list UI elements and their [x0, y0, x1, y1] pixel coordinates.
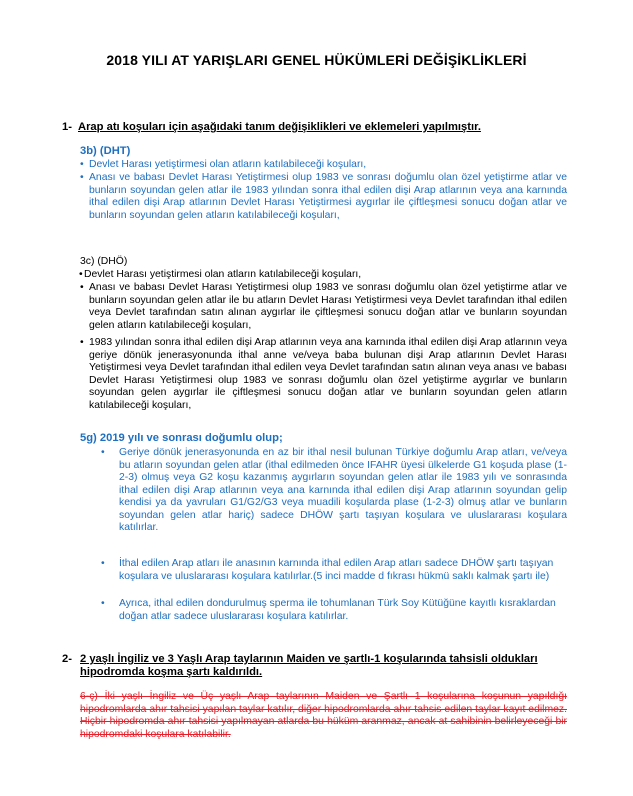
section-2-heading-text: 2 yaşlı İngiliz ve 3 Yaşlı Arap taylarının Maiden ve şartlı-1 koşularında tahsisli oldukları hipodromda koşma şartı kaldırıldı. — [80, 653, 538, 678]
dho-item-1-text: Devlet Harası yetiştirmesi olan atların katılabileceği koşuları, — [84, 269, 362, 280]
dht-item-2-text: Anası ve babası Devlet Harası Yetiştirmesi olup 1983 ve sonrası doğumlu olan özel yetiştirme atlar ve bunların soyundan gelen atlar ile 1983 yılından sonra ithal edilen dişi Arap atlarının veya ana karnında ithal edilen dişi Arap atlarının Devlet Harası Yetiştirmesi aygırlar ile çiftleşmesi sonucu doğan atlar ve bunların soyundan gelen atların katılabileceği koşuları, — [89, 172, 567, 221]
section-2-number: 2- — [62, 653, 72, 665]
g5-item-3: • Ayrıca, ithal edilen dondurulmuş sperma ile tohumlanan Türk Soy Kütüğüne kayıtlı kısraklardan doğan atlar sadece uluslararası koşulara katılırlar. — [101, 598, 556, 622]
section-1-heading — [62, 121, 481, 133]
dht-item-1-text: Devlet Harası yetiştirmesi olan atların katılabileceği koşuları, — [89, 159, 367, 170]
dho-item-2-text: Anası ve babası Devlet Harası Yetiştirmesi olup 1983 ve sonrası doğumlu olan özel yetiştirme atlar ve bunların soyundan gelen atlar ile bu atların Devlet Harası Yetiştirmesi veya Devlet tarafından ithal edilen veya Devlet tarafından satın alınan aygırlar ile çiftleşmesi sonucu doğan atlar ve bunların soyundan gelen atların katılabileceği koşuları, — [89, 282, 567, 331]
g5-item-1-text: Geriye dönük jenerasyonunda en az bir ithal nesil bulunan Türkiye doğumlu Arap atları, ve/veya bu atların soyundan gelen atlar (ithal edilmeden önce IFAHR üyesi ülkelerde G1 koşuda plase (1-2-3) olmuş veya G2 koşu kazanmış aygırların soyundan gelen atlar ile 1983 yılı ve sonrasında ithal edilen dişi Arap atlarının veya ana karnında ithal edilen dişi Arap atlarının soyundan gelip kendisi ya da yavruları G1/G2/G3 veya muadili koşularda plase (1-2-3) olmuş atlar ve bunların soyundan gelen atlar hariç) sadece DHÖW şartı taşıyan koşulara ve uluslararası koşulara katılırlar. — [119, 447, 567, 533]
section-1-heading-text: Arap atı koşuları için aşağıdaki tanım değişiklikleri ve eklemeleri yapılmıştır. — [78, 121, 481, 133]
g5-item-2-text: İthal edilen Arap atları ile anasının karnında ithal edilen Arap atları sadece DHÖW şartı taşıyan koşulara ve uluslararası koşulara katılırlar.(5 inci madde d fıkrası hükmü saklı kalmak şartı ile) — [119, 558, 554, 582]
dho-item-3: • 1983 yılından sonra ithal edilen dişi Arap atlarının veya ana karnında ithal edilen dişi Arap atlarının veya geriye dönük jenerasyonunda ithal anne ve/veya baba bulunan dişi Arap atlarının Devlet Harası Yetiştirmesi veya Devlet tarafından ithal edilen veya Devlet tarafından satın alınan veya anası ve babası Devlet Harası Yetiştirmesi olup 1983 ve sonrası doğumlu olan özel yetiştirme aygırlar ve bunların soyundan gelen aygırlar ile çiftleşmesi sonucu doğan atlar ve bunların soyundan gelen atların katılabileceği koşuları, — [80, 337, 567, 411]
dho-label: 3c) (DHÖ) — [80, 256, 128, 267]
dho-item-1: • Devlet Harası yetiştirmesi olan atların katılabileceği koşuları, — [79, 269, 362, 280]
g5-item-2: • İthal edilen Arap atları ile anasının karnında ithal edilen Arap atları sadece DHÖW şartı taşıyan koşulara ve uluslararası koşulara katılırlar.(5 inci madde d fıkrası hükmü saklı kalmak şartı ile) — [101, 558, 554, 582]
document-title: 2018 YILI AT YARIŞLARI GENEL HÜKÜMLERİ DEĞİŞİKLİKLERİ — [106, 52, 527, 68]
dho-item-2: • Anası ve babası Devlet Harası Yetiştirmesi olup 1983 ve sonrası doğumlu olan özel yetiştirme atlar ve bunların soyundan gelen atlar ile bu atların Devlet Harası Yetiştirmesi veya Devlet tarafından ithal edilen veya Devlet tarafından satın alınan aygırlar ile çiftleşmesi sonucu doğan atlar ve bunların soyundan gelen atların katılabileceği koşuları, — [80, 282, 567, 331]
g5-item-3-text: Ayrıca, ithal edilen dondurulmuş sperma ile tohumlanan Türk Soy Kütüğüne kayıtlı kısraklardan doğan atlar sadece uluslararası koşulara katılırlar. — [119, 598, 556, 622]
dho-item-3-text: 1983 yılından sonra ithal edilen dişi Arap atlarının veya ana karnında ithal edilen dişi Arap atlarının veya geriye dönük jenerasyonunda ithal anne ve/veya baba bulunan dişi Arap atlarının Devlet Harası Yetiştirmesi veya Devlet tarafından ithal edilen veya Devlet tarafından satın alınan veya anası ve babası Devlet Harası Yetiştirmesi olup 1983 ve sonrası doğumlu olan özel yetiştirme aygırlar ve bunların soyundan gelen aygırlar ile çiftleşmesi sonucu doğan atlar ve bunların soyundan gelen atların katılabileceği koşuları, — [89, 337, 567, 411]
section-1-number: 1- — [62, 121, 72, 133]
dht-item-2: • Anası ve babası Devlet Harası Yetiştirmesi olup 1983 ve sonrası doğumlu olan özel yetiştirme atlar ve bunların soyundan gelen atlar ile 1983 yılından sonra ithal edilen dişi Arap atlarının veya ana karnında ithal edilen dişi Arap atlarının Devlet Harası Yetiştirmesi aygırlar ile çiftleşmesi sonucu doğan atlar ve bunların soyundan gelen atların katılabileceği koşuları, — [80, 172, 567, 221]
dht-item-1: • Devlet Harası yetiştirmesi olan atların katılabileceği koşuları, — [80, 159, 367, 170]
dht-label: 3b) (DHT) — [80, 145, 131, 157]
g5-label: 5g) 2019 yılı ve sonrası doğumlu olup; — [80, 432, 283, 444]
struck-paragraph: 6-ç) İki yaşlı İngiliz ve Üç yaşlı Arap taylarının Maiden ve Şartlı 1 koşularına koşunun yapıldığı hipodromlarda ahır tahsisi yapılan taylar katılır, diğer hipodromlarda ahır tahsis edilen taylar kayıt edilmez. Hiçbir hipodromda ahır tahsisi yapılmayan atlarda bu hüküm aranmaz, ancak at sahibinin belirleyeceği bir hipodromdaki koşulara katılabilir. — [80, 691, 567, 740]
g5-item-1: • Geriye dönük jenerasyonunda en az bir ithal nesil bulunan Türkiye doğumlu Arap atları, ve/veya bu atların soyundan gelen atlar (ithal edilmeden önce IFAHR üyesi ülkelerde G1 koşuda plase (1-2-3) olmuş veya G2 koşu kazanmış aygırların soyundan gelen atlar ile 1983 yılı ve sonrasında ithal edilen dişi Arap atlarının veya ana karnında ithal edilen dişi Arap atlarının soyundan gelip kendisi ya da yavruları G1/G2/G3 veya muadili koşularda plase (1-2-3) olmuş atlar ve bunların soyundan gelen atlar hariç) sadece DHÖW şartı taşıyan koşulara ve uluslararası koşulara katılırlar. — [101, 447, 567, 533]
